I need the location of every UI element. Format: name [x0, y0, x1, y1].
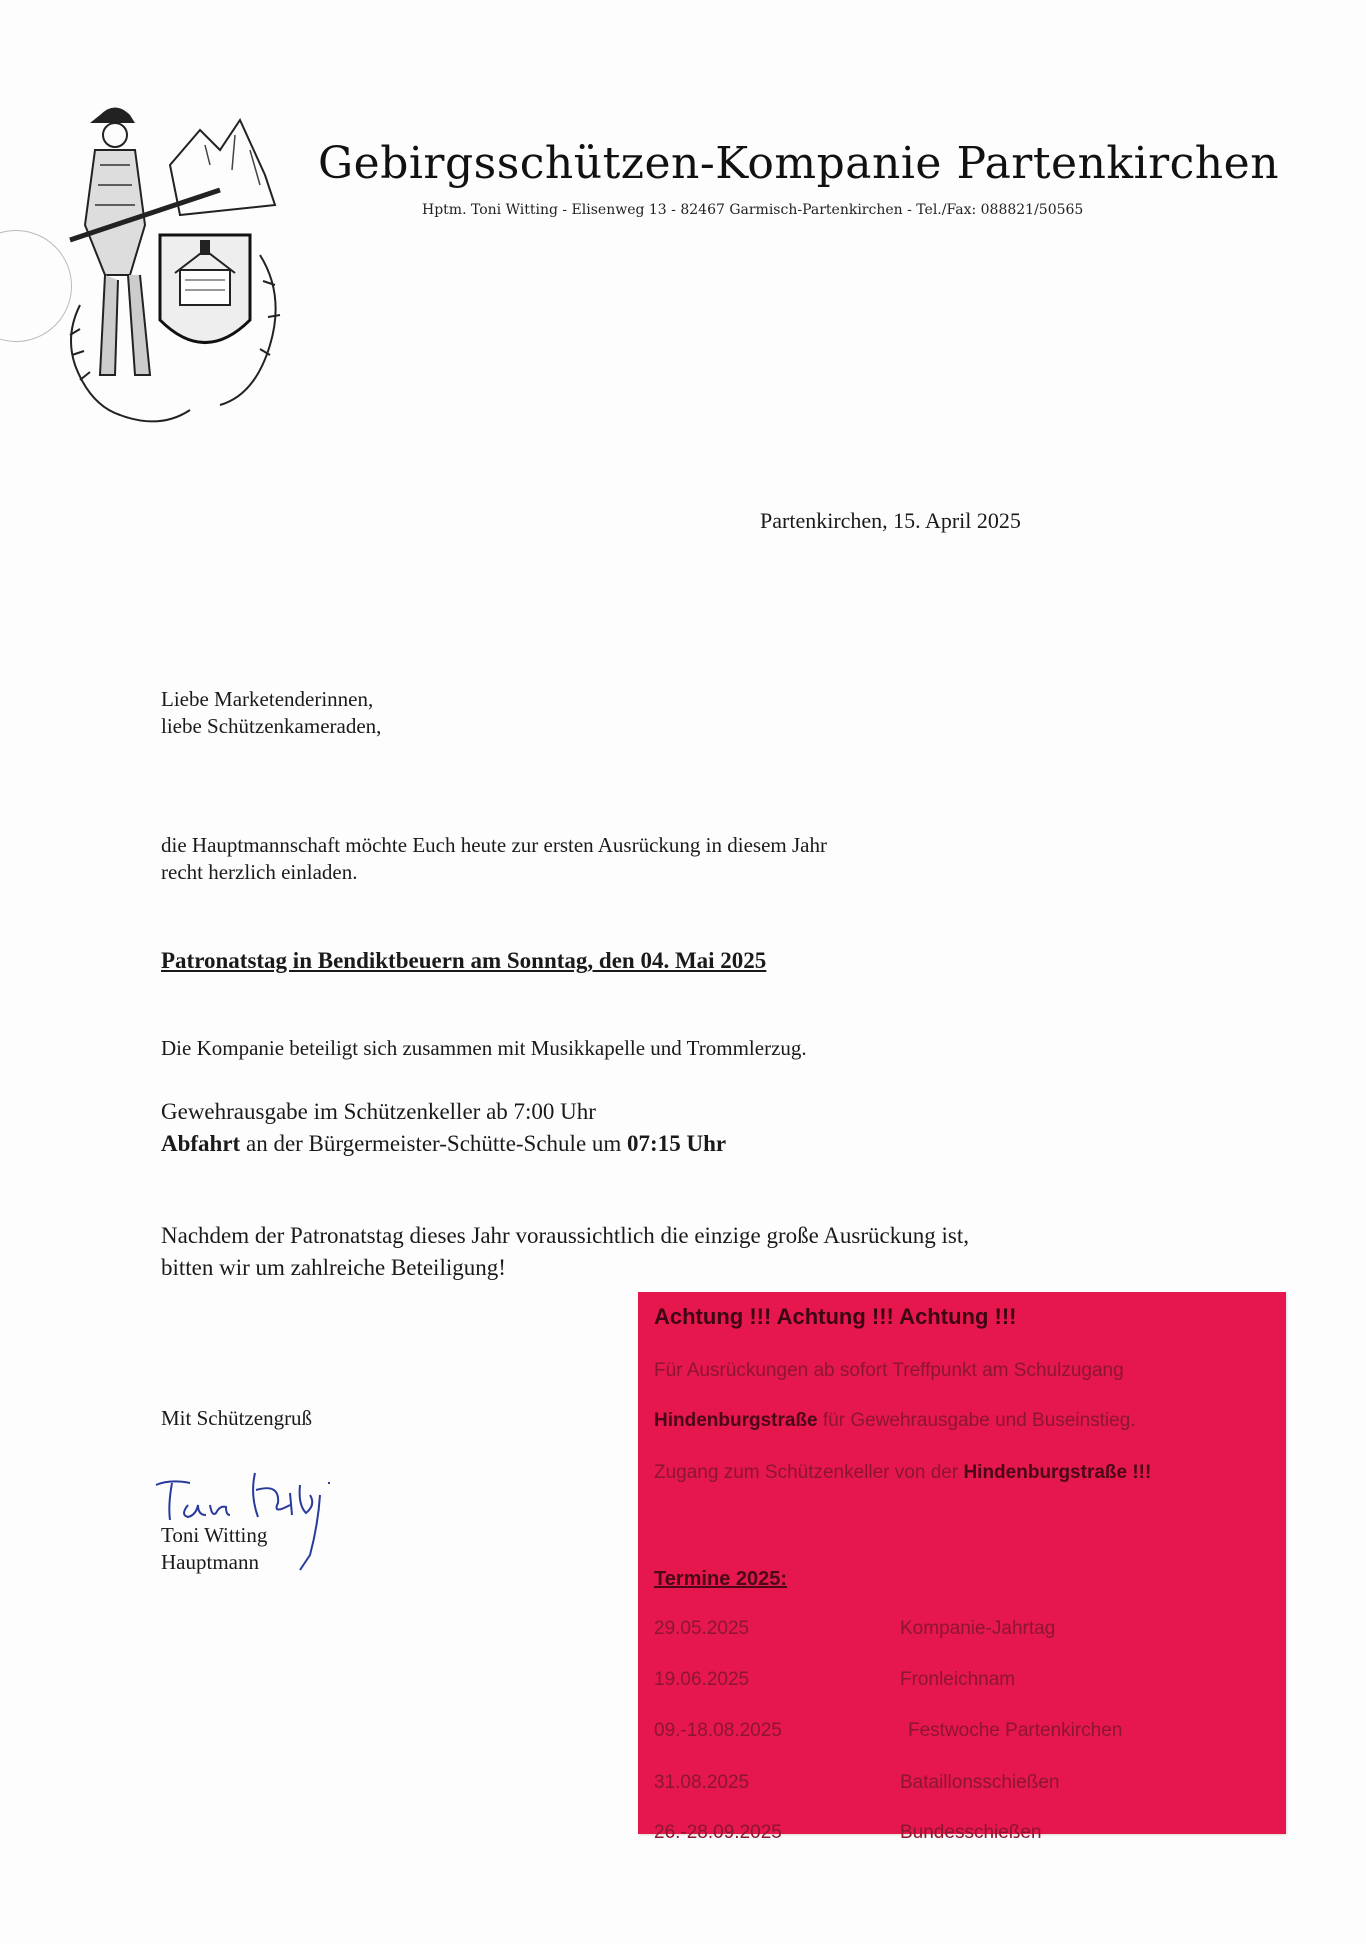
closing-line: Nachdem der Patronatstag dieses Jahr voraussichtlich die einzige große Ausrückung ist, — [161, 1223, 969, 1248]
closing-line: bitten wir um zahlreiche Beteiligung! — [161, 1255, 506, 1280]
notice-line — [654, 1410, 1136, 1432]
intro-line: die Hauptmannschaft möchte Euch heute zur ersten Ausrückung in diesem Jahr — [161, 833, 827, 857]
termine-name: Festwoche Partenkirchen — [908, 1720, 1123, 1741]
termine-name: Bataillonsschießen — [900, 1772, 1060, 1793]
termine-name: Kompanie-Jahrtag — [900, 1618, 1056, 1639]
organization-address: Hptm. Toni Witting - Elisenweg 13 - 82467 Garmisch-Partenkirchen - Tel./Fax: 088821/50565 — [422, 202, 1084, 218]
event-title: Patronatstag in Bendiktbeuern am Sonntag, den 04. Mai 2025 — [161, 948, 767, 973]
notice-line — [654, 1462, 1151, 1484]
closing-note — [161, 1220, 969, 1284]
participation-text: Die Kompanie beteiligt sich zusammen mit Musikkapelle und Trommlerzug. — [161, 1036, 807, 1060]
notice-line: Für Ausrückungen ab sofort Treffpunkt am Schulzugang — [654, 1360, 1124, 1381]
company-logo-illustration — [60, 105, 305, 435]
salutation-line: Liebe Marketenderinnen, — [161, 687, 374, 711]
red-notice-sticker — [638, 1292, 1286, 1843]
salutation — [161, 686, 381, 740]
abfahrt-label: Abfahrt — [161, 1131, 241, 1156]
notice-text: Zugang zum Schützenkeller von der — [654, 1462, 964, 1483]
abfahrt-line — [161, 1128, 726, 1160]
termine-date: 31.08.2025 — [654, 1772, 750, 1793]
signer-block — [161, 1522, 267, 1576]
notice-text: für Gewehrausgabe und Buseinstieg. — [817, 1410, 1136, 1431]
termine-name: Fronleichnam — [900, 1669, 1016, 1690]
termine-date: 26.-28.09.2025 — [654, 1822, 782, 1843]
intro-line: recht herzlich einladen. — [161, 860, 358, 884]
letter-date: Partenkirchen, 15. April 2025 — [760, 508, 1021, 533]
greeting: Mit Schützengruß — [161, 1406, 313, 1430]
organization-name: Gebirgsschützen-Kompanie Partenkirchen — [318, 138, 1280, 189]
intro-paragraph — [161, 832, 827, 886]
termine-date: 19.06.2025 — [654, 1669, 750, 1690]
gewehr-line: Gewehrausgabe im Schützenkeller ab 7:00 Uhr — [161, 1099, 596, 1124]
termine-heading: Termine 2025: — [654, 1568, 788, 1590]
notice-warning: Achtung !!! Achtung !!! Achtung !!! — [654, 1304, 1017, 1329]
abfahrt-text: an der Bürgermeister-Schütte-Schule um — [240, 1131, 628, 1156]
termine-date: 29.05.2025 — [654, 1618, 750, 1639]
abfahrt-time: 07:15 Uhr — [627, 1131, 727, 1156]
termine-name: Bundesschießen — [900, 1822, 1042, 1843]
salutation-line: liebe Schützenkameraden, — [161, 714, 382, 738]
schedule-block — [161, 1096, 726, 1160]
signer-name: Toni Witting — [161, 1523, 268, 1547]
signer-title: Hauptmann — [161, 1550, 259, 1574]
termine-date: 09.-18.08.2025 — [654, 1720, 782, 1741]
notice-street: Hindenburgstraße !!! — [963, 1462, 1152, 1483]
notice-street: Hindenburgstraße — [654, 1410, 818, 1431]
